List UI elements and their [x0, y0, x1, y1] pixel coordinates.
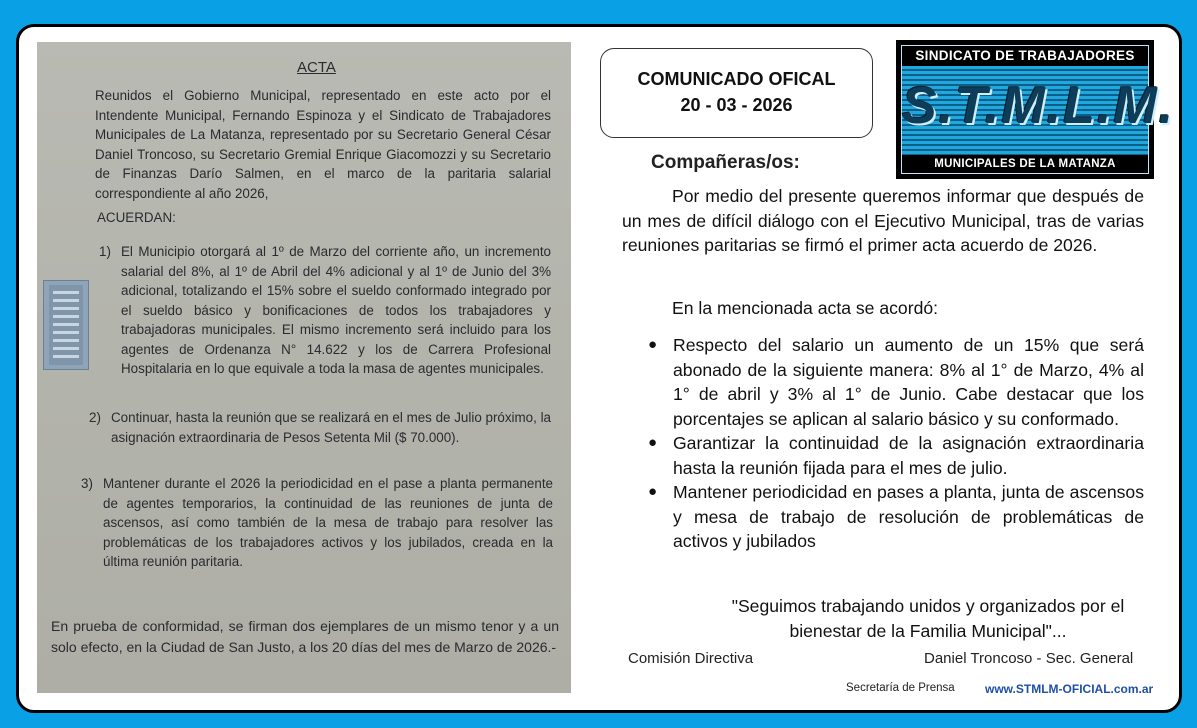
logo-top-text: SINDICATO DE TRABAJADORES: [902, 46, 1148, 66]
bullet-icon: ●: [648, 483, 658, 500]
stmlm-logo: [896, 40, 1176, 179]
acta-item-2: [89, 408, 551, 447]
bullet-text: Respecto del salario un aumento de un 15% que será abonado de la siguiente manera: 8% al 1° de Marzo, 4% al 1° de abril y 3% al 1° de Junio. Cabe destacar que los porcentajes se aplican al salario básico y su conformado.: [673, 335, 1144, 429]
acta-intro: Reunidos el Gobierno Municipal, representado en este acto por el Intendente Municipal, Fernando Espinoza y el Sindicato de Trabajadores Municipales de La Matanza, representado por su Secretario General César Daniel Troncoso, su Secretario Gremial Enrique Giacomozzi y su Secretario de Finanzas Darío Salmen, en el marco de la paritaria salarial correspondiente al año 2026,: [95, 88, 551, 201]
acta-item-number: 2): [89, 410, 101, 425]
acta-item-3: [81, 474, 553, 572]
paragraph-acordo: En la mencionada acta se acordó:: [672, 298, 939, 318]
agreement-bullet-list: [648, 333, 1144, 554]
closing-quote: "Seguimos trabajando unidos y organizados por el bienestar de la Familia Municipal"...: [731, 596, 1125, 641]
acta-item-text: El Municipio otorgará al 1º de Marzo del corriente año, un incremento salarial del 8%, al 1º de Abril del 4% adicional y al 1º de Junio del 3% adicional, totalizando el 15% sobre el sueldo conformado integrado por el sueldo básico y bonificaciones de todos los trabajadores y trabajadoras municipales. El mismo incremento será incluido para los agentes de Ordenanza N° 14.622 y los de Carrera Profesional Hospitalaria en lo que equivale a toda la masa de agentes municipales.: [121, 244, 551, 376]
acta-item-1: [99, 242, 551, 379]
logo-bottom-text: MUNICIPALES DE LA MATANZA: [902, 155, 1148, 173]
bullet-icon: ●: [648, 434, 658, 451]
union-stamp-icon: [43, 280, 89, 370]
acta-item-number: 3): [81, 476, 93, 491]
footer-prensa: Secretaría de Prensa: [846, 682, 955, 694]
signature-secretario: Daniel Troncoso - Sec. General: [924, 650, 1134, 667]
logo-stripes: [901, 45, 1176, 174]
acta-document-photo: [37, 42, 571, 693]
signature-comision: Comisión Directiva: [628, 650, 754, 667]
acta-title: ACTA: [297, 59, 336, 76]
acta-item-text: Mantener durante el 2026 la periodicidad en el pase a planta permanente de agentes temporarios, la continuidad de las reuniones de junta de ascensos, así como también de la mesa de trabajo para resolver las problemáticas de los trabajadores activos y los jubilados, creada en la última reunión paritaria.: [103, 476, 553, 569]
bullet-text: Mantener periodicidad en pases a planta, junta de ascensos y mesa de trabajo de resolución de problemáticas de activos y jubilados: [673, 482, 1144, 551]
list-item: [648, 480, 1144, 554]
comunicado-date: 20 - 03 - 2026: [680, 95, 793, 115]
paragraph-intro: Por medio del presente queremos informar que después de un mes de difícil diálogo con el Ejecutivo Municipal, tras de varias reuniones paritarias se firmó el primer acta acuerdo de 2026.: [622, 186, 1144, 255]
acta-item-number: 1): [99, 244, 111, 259]
website-link[interactable]: www.STMLM-OFICIAL.com.ar: [985, 682, 1154, 696]
logo-acronym: S.T.M.L.M.: [902, 77, 1176, 135]
greeting: Compañeras/os:: [651, 152, 800, 173]
list-item: [648, 333, 1144, 431]
comunicado-header-box: [600, 48, 873, 138]
comunicado-title: COMUNICADO OFICAL: [637, 69, 836, 89]
bullet-text: Garantizar la continuidad de la asignación extraordinaria hasta la reunión fijada para el mes de julio.: [673, 433, 1144, 478]
list-item: [648, 431, 1144, 480]
acta-item-text: Continuar, hasta la reunión que se realizará en el mes de Julio próximo, la asignación extraordinaria de Pesos Setenta Mil ($ 70.000).: [111, 410, 551, 445]
acta-closing: En prueba de conformidad, se firman dos ejemplares de un mismo tenor y a un solo efecto, en la Ciudad de San Justo, a los 20 días del mes de Marzo de 2026.-: [51, 618, 559, 655]
acta-acuerdan-heading: ACUERDAN:: [97, 210, 176, 225]
bullet-icon: ●: [648, 336, 658, 353]
